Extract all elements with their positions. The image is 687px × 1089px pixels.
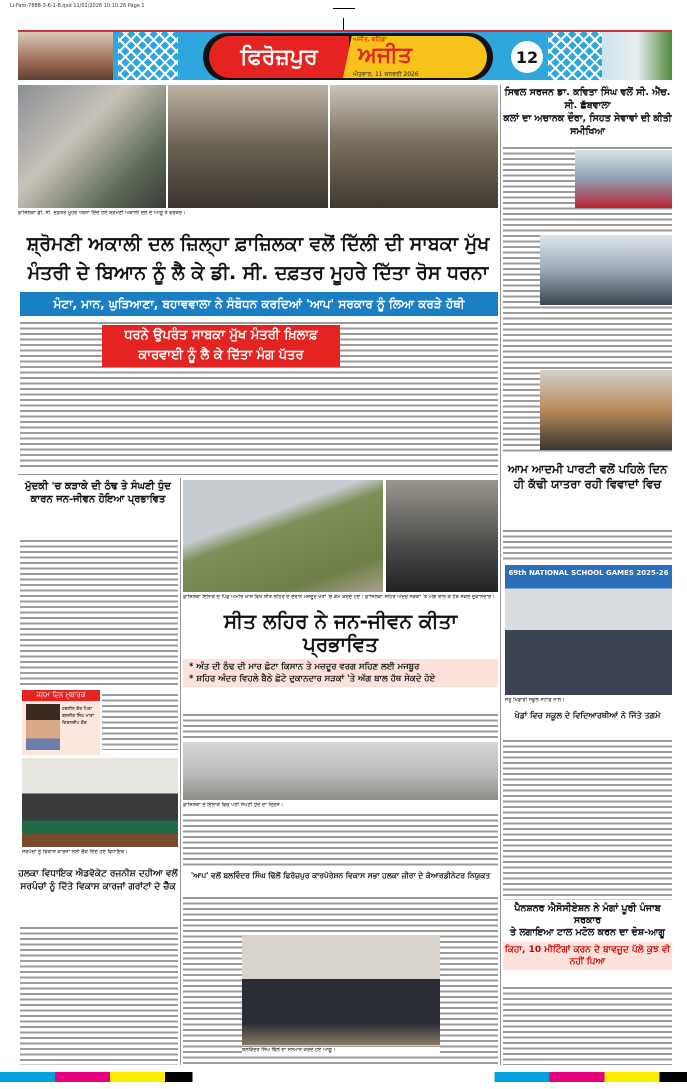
article-body: [20, 925, 178, 1065]
headline-line: ਕਾਰਨ ਜਨ-ਜੀਵਨ ਹੋਇਆ ਪ੍ਰਭਾਵਿਤ: [30, 494, 166, 505]
protest-photo: [168, 85, 328, 208]
appointment-photo: [242, 935, 440, 1045]
school-headline: ਖੇਡਾਂ ਵਿਚ ਸਕੂਲ ਦੇ ਵਿਦਿਆਰਥੀਆਂ ਨੇ ਜਿੱਤੇ ਤਗਮੇ: [503, 710, 672, 721]
photo-caption: ਬਲਵਿੰਦਰ ਸਿੰਘ ਢਿੱਲੋਂ ਦਾ ਸਨਮਾਨ ਕਰਦੇ ਹੋਏ ਆਗੂ।: [242, 1047, 440, 1055]
logo: [203, 33, 493, 80]
headline-line: ਸਿਵਲ ਸਰਜਨ ਡਾ. ਕਵਿਤਾ ਸਿੰਘ ਵਲੋਂ ਸੀ. ਐੱਚ. ਸੀ. ਛੱਬਵਾਲਾ: [504, 87, 671, 111]
main-headline: [18, 230, 498, 288]
birthday-photo: [26, 704, 60, 750]
field-photo: [183, 480, 383, 592]
headline-line: ਹਲਕਾ ਵਿਧਾਇਕ ਐਡਵੋਕੇਟ ਰਜਨੀਸ਼ ਦਹੀਆ ਵਲੋਂ: [18, 869, 178, 879]
highlight-line: ਕਾਰਵਾਈ ਨੂੰ ਲੈ ਕੇ ਦਿੱਤਾ ਮੰਗ ਪੱਤਰ: [138, 348, 304, 363]
article-body: [183, 812, 498, 868]
photo-caption: ਸਰਪੰਚਾਂ ਨੂੰ ਵਿਕਾਸ ਕਾਰਜਾਂ ਲਈ ਚੈੱਕ ਦਿੰਦੇ ਹੋਏ ਵਿਧਾਇਕ।: [22, 849, 128, 855]
headline-line: ਮੰਤਰੀ ਦੇ ਬਿਆਨ ਨੂੰ ਲੈ ਕੇ ਡੀ. ਸੀ. ਦਫ਼ਤਰ ਮੂਹਰੇ ਦਿੱਤਾ ਰੋਸ ਧਰਨਾ: [27, 262, 489, 284]
column-rule: [180, 478, 181, 1065]
mudki-headline: [18, 480, 178, 506]
games-banner: 69th NATIONAL SCHOOL GAMES 2025-26: [508, 569, 669, 577]
protest-photo: [18, 85, 166, 208]
sarpanch-headline: [18, 868, 178, 894]
headline-line: ਹੀ ਕੱਢੀ ਯਾਤਰਾ ਰਹੀ ਵਿਵਾਦਾਂ ਵਿਚ: [513, 477, 662, 491]
birthday-box: [22, 690, 100, 755]
article-body: [183, 712, 498, 740]
fire-photo: [386, 480, 498, 592]
cold-block: [183, 610, 498, 687]
headline-line: ਸਰਪੰਚਾਂ ਨੂੰ ਦਿੱਤੇ ਵਿਕਾਸ ਕਾਰਜਾਂ ਗਰਾਂਟਾਂ ਦੇ ਚੈੱਕ: [20, 882, 176, 892]
rally-photo: [540, 370, 672, 450]
pensioners-block: [503, 903, 672, 970]
pattern-decoration: [548, 32, 608, 80]
appointment-headline: 'ਆਪ' ਵਲੋਂ ਬਲਵਿੰਦਰ ਸਿੰਘ ਢਿੱਲੋਂ ਫਿਰੋਜ਼ਪੁਰ ਕਾਰਪੋਰੇਸ਼ਨ ਵਿਕਾਸ ਸਭਾ ਹਲਕਾ ਜ਼ੀਰਾ ਦੇ ਕੋਆਰਡੀਨੇਟਰ ਨਿਯੁਕਤ: [183, 871, 498, 881]
photo-caption: ਫ਼ਾਜ਼ਿਲਕਾ ਇਲਾਕੇ ਦੇ ਪਿੰਡ ਅਮੀਰ ਖ਼ਾਸ ਵਿਖੇ ਸੀਤ ਲਹਿਰ ਦੇ ਦੌਰਾਨ ਮਜ਼ਦੂਰ ਖੇਤਾਂ 'ਚ ਕੰਮ ਕਰਦੇ ਹੋਏ। ਫ਼ਾਜ਼ਿਲਕਾ ਸ਼ਹਿਰ ਅੰਦਰ ਸੜਕਾਂ 'ਤੇ ਅੱਗ ਬਾਲ ਕੇ ਹੱਥ ਸੇਕਦੇ ਦੁਕਾਨਦਾਰ।: [183, 594, 495, 600]
column-rule: [500, 85, 501, 1065]
headline-line: ਪੈਨਸ਼ਨਰ ਐਸੋਸੀਏਸ਼ਨ ਨੇ ਮੰਗਾਂ ਪੂਰੀ ਪੰਜਾਬ ਸਰਕਾਰ: [514, 903, 661, 926]
pattern-decoration: [118, 32, 178, 80]
birthday-title: ਜਨਮ ਦਿਨ ਮੁਬਾਰਕ: [22, 690, 100, 701]
birthday-text: ਹਰਲੀਨ ਕੌਰ ਪਿਤਾ ਬਲਜੀਤ ਸਿੰਘ ਮਾਤਾ ਕਿਰਨਦੀਪ ਕੌਰ: [62, 707, 95, 726]
page-number: 12: [511, 41, 543, 73]
title-left: ਫਿਰੋਜ਼ਪੁਰ: [209, 36, 349, 78]
hospital-photo: [540, 235, 672, 305]
print-slug: Li-Fam-7888-3-6-1-8.qxd 11/01/2026 10:10:26 Page 1: [10, 3, 145, 9]
article-body: [503, 985, 672, 1065]
photo-caption: ਫ਼ਾਜ਼ਿਲਕਾ ਡੀ. ਸੀ. ਦਫ਼ਤਰ ਮੂਹਰੇ ਧਰਨਾ ਦਿੰਦੇ ਹੋਏ ਸ਼੍ਰੋਮਣੀ ਅਕਾਲੀ ਦਲ ਦੇ ਆਗੂ ਤੇ ਵਰਕਰ।: [18, 210, 186, 216]
main-strap: ਮੰਟਾ, ਮਾਨ, ਘੁੜਿਆਣਾ, ਬਹਾਵਵਾਲਾ ਨੇ ਸੰਬੋਧਨ ਕਰਦਿਆਂ 'ਆਪ' ਸਰਕਾਰ ਨੂੰ ਲਿਆ ਕਰੜੇ ਹੱਥੀ: [20, 292, 498, 316]
edition: ਅਜੀਤ, ਬਠਿੰਡਾ: [353, 36, 387, 43]
color-registration-bar: [0, 1072, 687, 1082]
cold-bullets: [183, 659, 498, 687]
bullet: * ਸ਼ਹਿਰ ਅੰਦਰ ਵਿਹਲੇ ਬੈਠੇ ਛੋਟੇ ਦੁਕਾਨਦਾਰ ਸੜਕਾਂ 'ਤੇ ਅੱਗ ਬਾਲ ਹੱਥ ਸੇਕਦੇ ਹੋਏ: [189, 674, 436, 684]
section-rule: [18, 474, 498, 475]
title-right: ਅਜੀਤ: [358, 43, 412, 68]
masthead-photo-left: [18, 32, 113, 80]
article-body: [20, 538, 178, 688]
masthead: [18, 30, 672, 80]
fog-photo: [183, 742, 498, 800]
pensioners-subhead: ਕਿਹਾ, 10 ਮੀਟਿੰਗਾਂ ਕਰਨ ਦੇ ਬਾਵਜੂਦ ਪੱਲੇ ਕੁਝ ਵੀ ਨਹੀਂ ਪਿਆ: [503, 942, 672, 970]
photo-caption: ਫ਼ਾਜ਼ਿਲਕਾ ਦੇ ਇਲਾਕੇ ਵਿਚ ਪਈ ਸੰਘਣੀ ਧੁੰਦ ਦਾ ਦ੍ਰਿਸ਼।: [183, 802, 284, 808]
highlight-box: [102, 325, 340, 367]
cold-headline: ਸੀਤ ਲਹਿਰ ਨੇ ਜਨ-ਜੀਵਨ ਕੀਤਾ ਪ੍ਰਭਾਵਿਤ: [183, 610, 498, 656]
health-headline: [503, 86, 672, 138]
registration-mark: [333, 8, 355, 9]
highlight-line: ਧਰਨੇ ਉਪਰੰਤ ਸਾਬਕਾ ਮੁੱਖ ਮੰਤਰੀ ਖ਼ਿਲਾਫ਼: [124, 328, 318, 343]
headline-line: ਕਲਾਂ ਦਾ ਅਚਾਨਕ ਦੌਰਾ, ਸਿਹਤ ਸੇਵਾਵਾਂ ਦੀ ਕੀਤੀ ਸਮੀਖਿਆ: [503, 113, 672, 137]
aap-headline: [503, 462, 672, 492]
date: ਐਤਵਾਰ, 11 ਜਨਵਰੀ 2026: [353, 71, 419, 78]
pensioners-headline: [503, 903, 672, 939]
article-body: [503, 528, 672, 563]
school-games-photo: [505, 565, 672, 695]
bullet: * ਅੰਤ ਦੀ ਠੰਢ ਦੀ ਮਾਰ ਛੋਟਾ ਕਿਸਾਨ ਤੇ ਮਜ਼ਦੂਰ ਵਰਗ ਸਹਿਣ ਲਈ ਮਜਬੂਰ: [189, 662, 420, 672]
protest-photo: [330, 85, 498, 208]
headline-line: ਮੁੱਦਕੀ 'ਚ ਕੜਾਕੇ ਦੀ ਠੰਢ ਤੇ ਸੰਘਣੀ ਧੁੰਦ: [25, 481, 171, 492]
hospital-photo: [575, 150, 672, 208]
headline-line: ਸ਼੍ਰੋਮਣੀ ਅਕਾਲੀ ਦਲ ਜ਼ਿਲ੍ਹਾ ਫ਼ਾਜ਼ਿਲਕਾ ਵਲੋਂ ਦਿੱਲੀ ਦੀ ਸਾਬਕਾ ਮੁੱਖ: [26, 233, 490, 255]
masthead-photo-right: [602, 32, 672, 80]
sarpanch-photo: [22, 758, 178, 847]
headline-line: ਤੇ ਲਗਾਇਆ ਟਾਲ ਮਟੋਲ ਕਰਨ ਦਾ ਦੋਸ਼-ਆਗੂ: [509, 927, 666, 938]
article-body: [102, 692, 178, 750]
photo-caption: ਜੇਤੂ ਖਿਡਾਰੀ ਸਕੂਲ ਸਟਾਫ਼ ਨਾਲ।: [505, 697, 565, 703]
article-body: [503, 738, 672, 900]
headline-line: ਆਮ ਆਦਮੀ ਪਾਰਟੀ ਵਲੋਂ ਪਹਿਲੇ ਦਿਨ: [507, 462, 668, 476]
